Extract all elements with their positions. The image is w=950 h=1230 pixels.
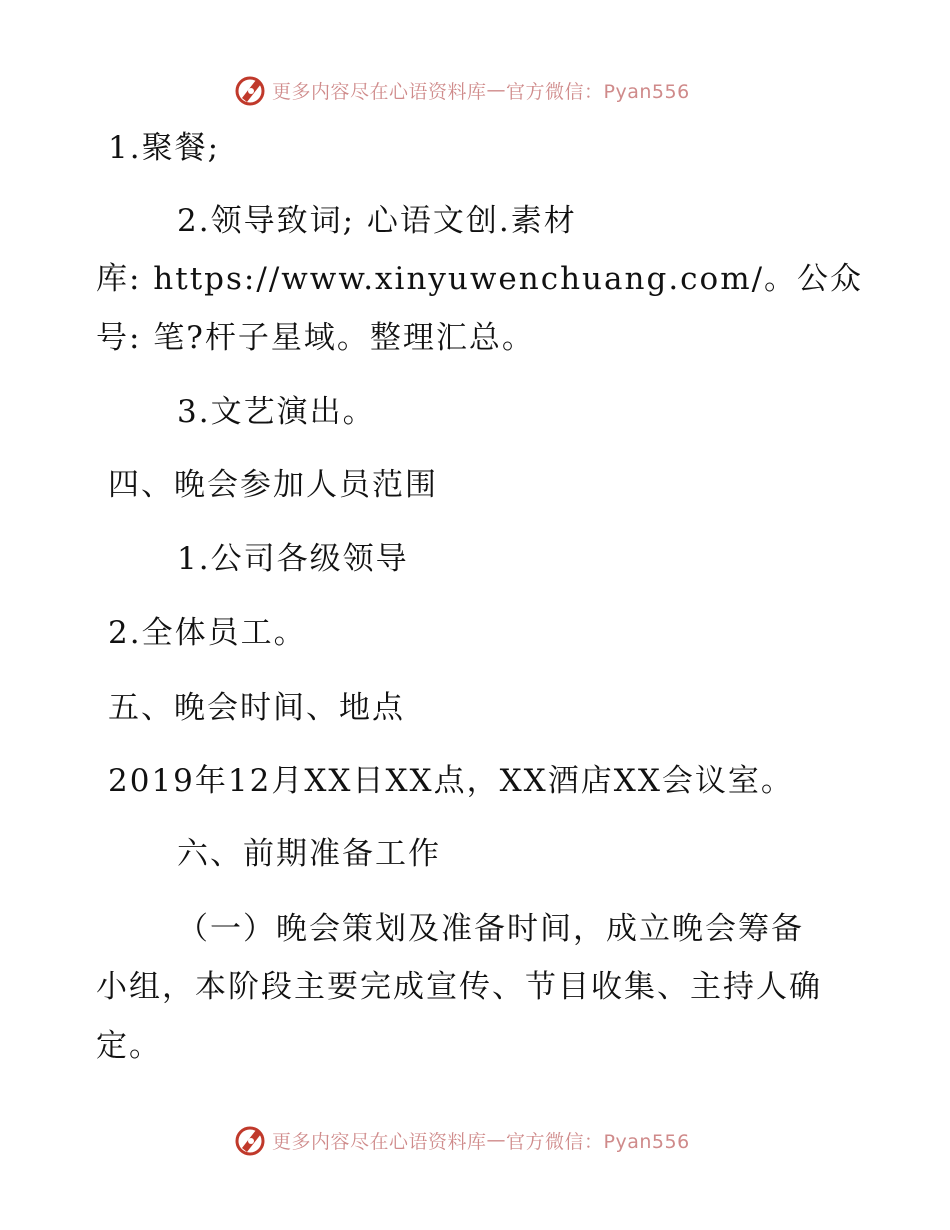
body-line: 号: 笔?杆子星域。整理汇总。	[96, 320, 535, 356]
watermark-dash: —	[486, 79, 507, 101]
body-line: 2.全体员工。	[108, 615, 307, 651]
section-heading: 六、前期准备工作	[177, 836, 441, 872]
watermark-wechat-text: 官方微信：Pyan556	[506, 1130, 690, 1153]
pen-nib-logo-icon	[232, 72, 268, 108]
body-line: 1.公司各级领导	[177, 541, 409, 577]
section-heading: 四、晚会参加人员范围	[108, 467, 438, 503]
watermark-banner-top	[232, 70, 690, 110]
watermark-dash: —	[486, 1129, 507, 1151]
watermark-main-text: 更多内容尽在心语资料库	[272, 80, 487, 103]
pen-nib-logo-icon	[232, 1122, 268, 1158]
body-line: 定。	[96, 1028, 162, 1064]
body-line: 2019年12月XX日XX点，XX酒店XX会议室。	[108, 763, 794, 799]
body-line: 1.聚餐;	[108, 130, 221, 166]
section-heading: 五、晚会时间、地点	[108, 690, 405, 726]
body-line: 2.领导致词; 心语文创.素材	[177, 203, 577, 239]
watermark-wechat-text: 官方微信：Pyan556	[506, 80, 690, 103]
watermark-main-text: 更多内容尽在心语资料库	[272, 1130, 487, 1153]
body-line: 小组，本阶段主要完成宣传、节目收集、主持人确	[96, 969, 822, 1005]
watermark-banner-bottom	[232, 1120, 690, 1160]
body-line: （一）晚会策划及准备时间，成立晚会筹备	[177, 911, 804, 947]
body-line: 3.文艺演出。	[177, 394, 376, 430]
body-line: 库: https://www.xinyuwenchuang.com/。公众	[96, 261, 864, 297]
